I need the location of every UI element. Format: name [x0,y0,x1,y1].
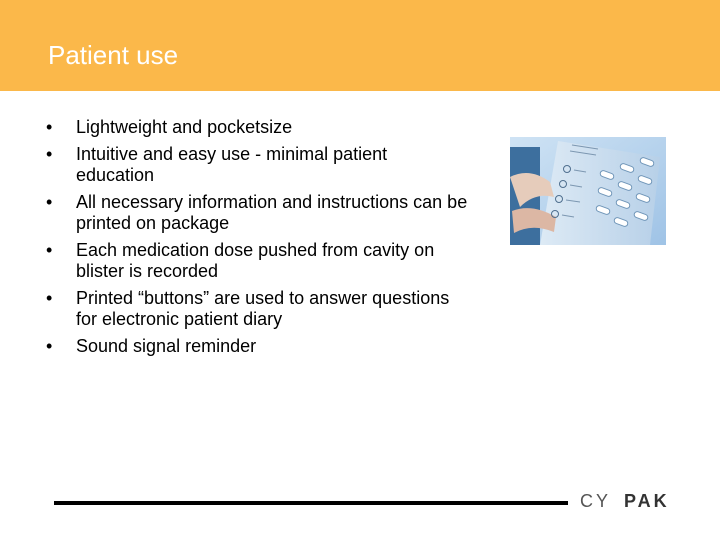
bullet-item [40,336,470,357]
bullet-item [40,288,470,330]
bullet-item [40,240,470,282]
bullet-text: All necessary information and instructions can be printed on package [76,192,468,233]
bullet-icon: • [46,288,53,308]
bullet-text: Each medication dose pushed from cavity on blister is recorded [76,240,435,281]
bullet-text: Lightweight and pocketsize [76,117,293,137]
bullet-icon: • [46,144,53,164]
svg-text:CY: CY [580,491,612,511]
bullet-list [40,117,470,363]
slide-title: Patient use [48,40,179,70]
bullet-item [40,144,470,186]
bullet-text: Sound signal reminder [76,336,257,356]
package-photo [510,137,666,245]
bullet-item [40,117,470,138]
bullet-icon: • [46,117,53,137]
header-bar [0,0,720,91]
bullet-icon: • [46,336,53,356]
bullet-icon: • [46,240,53,260]
bullet-item [40,192,470,234]
bullet-icon: • [46,192,53,212]
cypak-logo [580,488,680,514]
footer-divider [54,501,568,505]
bullet-text: Printed “buttons” are used to answer questions for electronic patient diary [76,288,450,329]
bullet-text: Intuitive and easy use - minimal patient education [76,144,388,185]
svg-text:PAK: PAK [624,491,670,511]
